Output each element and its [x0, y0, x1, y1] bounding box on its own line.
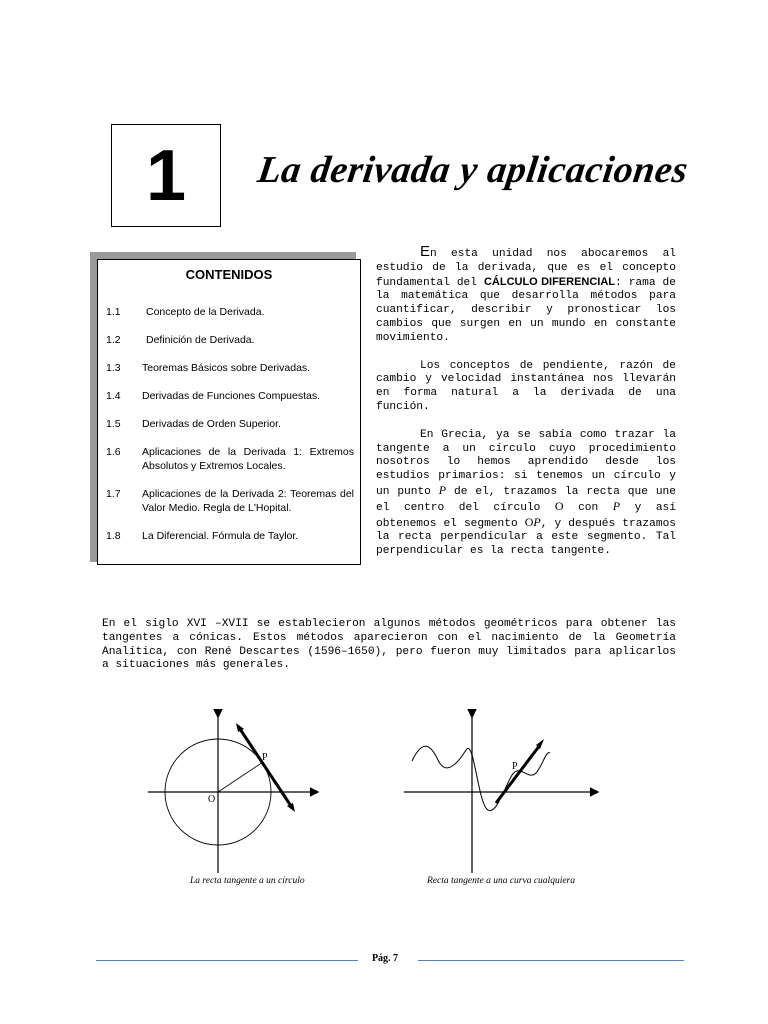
- contents-item-number: 1.3: [106, 362, 121, 374]
- curve: [412, 746, 550, 810]
- contents-item-number: 1.2: [106, 334, 121, 346]
- intro-paragraph-3: En Grecia, ya se sabía como trazar la tangente a un círculo cuyo procedimiento nosotros lo hemos aprendido desde los estudios primarios: si tenemos un círculo y un punto P de el, trazamos la recta que une el centro del círculo O con P y así obtenemos el segmento OP, y después trazamos la recta perpendicular a este segmento. Tal perpendicular es la recta tangente.: [376, 428, 676, 558]
- contents-item-text: Derivadas de Orden Superior.: [142, 418, 281, 430]
- caption-right: Recta tangente a una curva cualquiera: [427, 876, 576, 886]
- contents-item-number: 1.1: [106, 306, 121, 318]
- contents-item: [106, 333, 354, 347]
- contents-item-text: Definición de Derivada.: [146, 334, 255, 346]
- contents-item-text: Aplicaciones de la Derivada 1: Extremos Absolutos y Extremos Locales.: [142, 446, 354, 472]
- calculo-diferencial-term: CÁLCULO DIFERENCIAL: [483, 275, 616, 288]
- contents-item-text: La Diferencial. Fórmula de Taylor.: [142, 530, 299, 542]
- chapter-title: La derivada y aplicaciones: [255, 149, 691, 191]
- chapter-number: 1: [145, 135, 187, 216]
- label-p: P: [512, 761, 518, 772]
- contents-item-text: Derivadas de Funciones Compuestas.: [142, 390, 321, 402]
- contents-item-number: 1.6: [106, 446, 121, 458]
- footer-rule-right: [418, 960, 684, 961]
- radius-segment: [218, 762, 263, 792]
- contents-item-text: Teoremas Básicos sobre Derivadas.: [142, 362, 311, 374]
- contents-box: [97, 259, 361, 565]
- contents-item-text: Aplicaciones de la Derivada 2: Teoremas del Valor Medio. Regla de L'Hopital.: [142, 488, 354, 514]
- tangent-circle-figure: [140, 705, 320, 875]
- contents-item: [106, 529, 354, 543]
- tangent-line: [240, 729, 291, 806]
- intro-paragraph-1: En esta unidad nos abocaremos al estudio de la derivada, que es el concepto fundamental del CÁLCULO DIFERENCIAL: rama de la matemática que desarrolla métodos para cuantificar, describir y pronosticar los cambios que surgen en un mundo en constante movimiento.: [376, 243, 676, 344]
- contents-item-number: 1.7: [106, 488, 121, 500]
- contents-item-number: 1.8: [106, 530, 121, 542]
- caption-left: La recta tangente a un círculo: [190, 876, 305, 886]
- intro-column: [376, 245, 676, 573]
- contents-item: [106, 417, 354, 431]
- contents-item-number: 1.4: [106, 390, 121, 402]
- history-paragraph: En el siglo XVI –XVII se establecieron algunos métodos geométricos para obtener las tangentes a cónicas. Estos métodos aparecieron con el nacimiento de la Geometría Analítica, con René Descartes (1596–1650), pero fueron muy limitados para aplicarlos a situaciones más generales.: [102, 618, 676, 672]
- contents-item: [106, 487, 354, 515]
- label-o: O: [208, 794, 216, 805]
- contents-item-number: 1.5: [106, 418, 121, 430]
- page-number: Pág. 7: [371, 953, 399, 964]
- chapter-number-box: [111, 124, 221, 227]
- contents-item: [106, 361, 354, 375]
- contents-item: [106, 445, 354, 473]
- drop-cap: E: [420, 243, 431, 260]
- intro-paragraph-2: Los conceptos de pendiente, razón de cambio y velocidad instantánea nos llevarán en forma natural a la derivada de una función.: [376, 359, 676, 413]
- contents-heading: CONTENIDOS: [185, 267, 273, 282]
- footer-rule-left: [96, 960, 358, 961]
- contents-item: [106, 305, 354, 319]
- contents-list: [106, 305, 354, 557]
- tangent-curve-figure: [400, 705, 600, 875]
- label-p: P: [262, 752, 268, 763]
- tangent-line: [496, 745, 540, 803]
- contents-item: [106, 389, 354, 403]
- contents-item-text: Concepto de la Derivada.: [146, 306, 265, 318]
